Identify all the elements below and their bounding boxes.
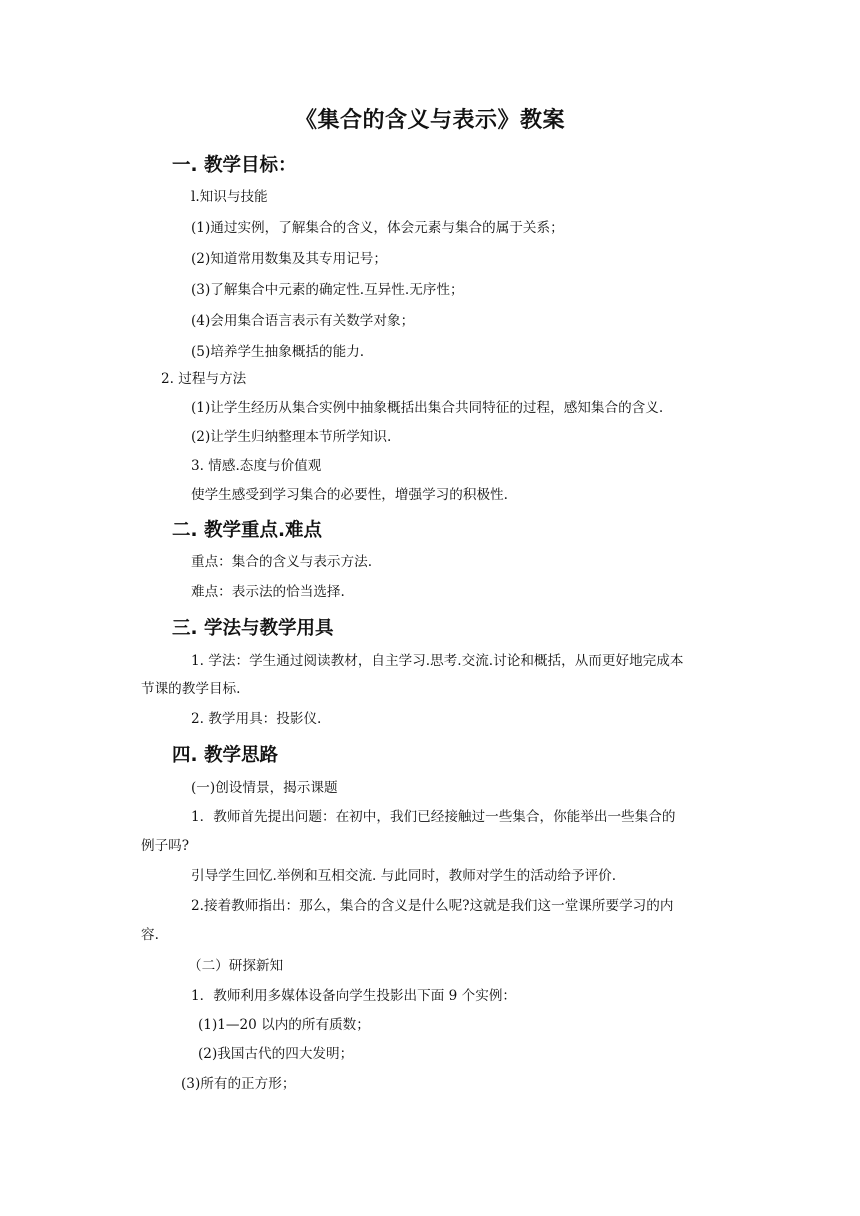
text-line: l.知识与技能 — [191, 189, 268, 205]
text-line: 3. 情感.态度与价值观 — [191, 458, 322, 474]
text-line: (1)让学生经历从集合实例中抽象概括出集合共同特征的过程，感知集合的含义. — [191, 400, 664, 416]
text-line: (1)1—20 以内的所有质数； — [198, 1017, 370, 1033]
text-line: 容. — [141, 927, 159, 943]
text-line: (3)了解集合中元素的确定性.互异性.无序性； — [191, 282, 464, 298]
text-line: 2. 过程与方法 — [161, 371, 247, 387]
text-line: 使学生感受到学习集合的必要性，增强学习的积极性. — [191, 487, 508, 503]
text-line: (4)会用集合语言表示有关数学对象； — [191, 313, 415, 329]
section-heading-methods-tools: 三. 学法与教学用具 — [172, 618, 334, 639]
section-heading-key-points: 二. 教学重点.难点 — [172, 520, 322, 541]
text-line: 1. 学法：学生通过阅读教材，自主学习.思考.交流.讨论和概括，从而更好地完成本 — [191, 653, 684, 669]
text-line: (5)培养学生抽象概括的能力. — [191, 344, 365, 360]
text-line: 1．教师利用多媒体设备向学生投影出下面 9 个实例： — [191, 988, 517, 1004]
text-line: 引导学生回忆.举例和互相交流. 与此同时，教师对学生的活动给予评价. — [191, 868, 617, 884]
text-line: 例子吗? — [141, 838, 190, 854]
text-line: （二）研探新知 — [188, 958, 284, 974]
text-line: (1)通过实例，了解集合的含义，体会元素与集合的属于关系； — [191, 220, 564, 236]
text-line: (一)创设情景，揭示课题 — [191, 780, 338, 796]
text-line: (2)知道常用数集及其专用记号； — [191, 251, 387, 267]
text-line: (3)所有的正方形； — [181, 1076, 296, 1092]
text-line: 2.接着教师指出：那么，集合的含义是什么呢?这就是我们这一堂课所要学习的内 — [191, 898, 674, 914]
text-line: 重点：集合的含义与表示方法. — [191, 554, 373, 570]
section-heading-teaching-ideas: 四. 教学思路 — [172, 745, 278, 766]
text-line: 难点：表示法的恰当选择. — [191, 584, 345, 600]
text-line: 节课的教学目标. — [141, 681, 241, 697]
text-line: (2)我国古代的四大发明； — [198, 1046, 354, 1062]
section-heading-objectives: 一. 教学目标： — [172, 155, 297, 176]
document-title: 《集合的含义与表示》教案 — [294, 108, 565, 133]
text-line: 2. 教学用具：投影仪. — [191, 711, 322, 727]
text-line: (2)让学生归纳整理本节所学知识. — [191, 429, 392, 445]
text-line: 1．教师首先提出问题：在初中，我们已经接触过一些集合，你能举出一些集合的 — [191, 809, 676, 825]
